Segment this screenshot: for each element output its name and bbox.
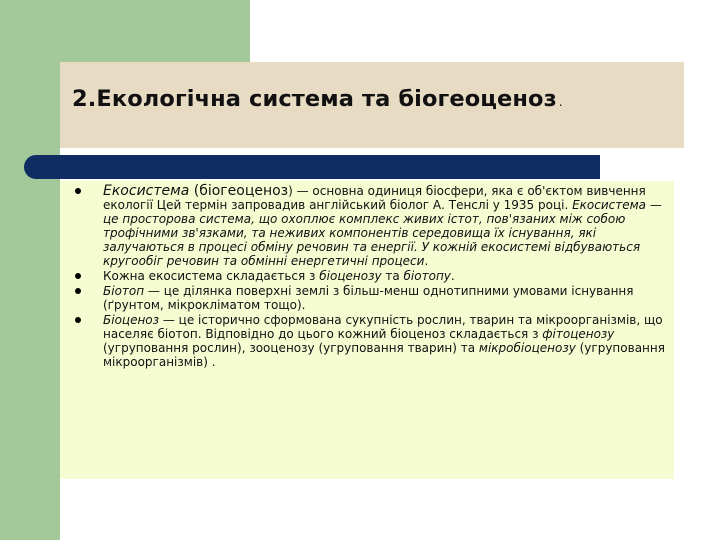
term-biogeocenosis: (біогеоценоз: [193, 183, 289, 199]
bullet-dot-icon: [75, 273, 81, 279]
list-item: [72, 184, 668, 268]
item-text: об'єктом вивчення екології Цей термін запровадив англійський біолог А. Тенслі у 1935 році.: [103, 184, 646, 212]
term-biotope: Біотоп: [103, 284, 145, 298]
slide-title: [72, 86, 563, 112]
slide-title-text: 2.Екологічна система та біогеоценоз: [72, 86, 557, 112]
term-ecosystem: Екосистема: [103, 183, 190, 199]
item-lead: [103, 183, 524, 199]
list-item: [72, 313, 668, 369]
term-microbiocenosis: мікробіоценозу: [478, 341, 576, 355]
bullet-dot-icon: [75, 188, 81, 194]
term-zoocenosis: зооценозу: [249, 341, 315, 355]
list-item: [72, 269, 668, 283]
item-text-end: .: [450, 269, 455, 283]
list-item: [72, 284, 668, 312]
term-biocenosis: біоценозу: [319, 269, 382, 283]
item-text: (угруповання рослин),: [103, 341, 250, 355]
slide-title-suffix: .: [558, 95, 563, 109]
item-text: — це ділянка поверхні землі з більш-менш однотипними умовами існування (ґрунтом, мікрокліматом тощо).: [103, 284, 634, 312]
bullet-dot-icon: [75, 317, 81, 323]
bullet-list: [72, 184, 668, 370]
item-text-end: (угруповання мікроорганізмів) .: [103, 341, 665, 369]
bullet-dot-icon: [75, 288, 81, 294]
item-text: — це історично сформована сукупність рослин, тварин та мікроорганізмів, що населяє біотоп. Відповідно до цього кожний біоценоз складається з: [103, 313, 663, 341]
item-text-end: .: [424, 254, 429, 268]
title-divider-bar: [24, 155, 600, 179]
term-phytocenosis: фітоценозу: [542, 327, 615, 341]
item-text: та: [381, 269, 404, 283]
item-text-italic: Екосистема — це просторова система, що охоплює комплекс живих істот, пов'язаних між собою трофічними зв'язками, та неживих компонентів середовища їх існування, які залучаються в процесі обміну речовин та енергії. У кожній екосистемі відбуваються кругообіг речовин та обмінні енергетичні процеси: [103, 198, 662, 268]
item-text: Кожна екосистема складається з: [103, 269, 320, 283]
left-green-strip: [0, 0, 60, 540]
top-green-block: [0, 0, 250, 62]
item-lead-text: ) — основна одиниця біосфери, яка є: [288, 184, 524, 198]
item-text: (угруповання тварин) та: [314, 341, 479, 355]
term-biocenosis: Біоценоз: [103, 313, 160, 327]
term-biotope: біотопу: [403, 269, 451, 283]
